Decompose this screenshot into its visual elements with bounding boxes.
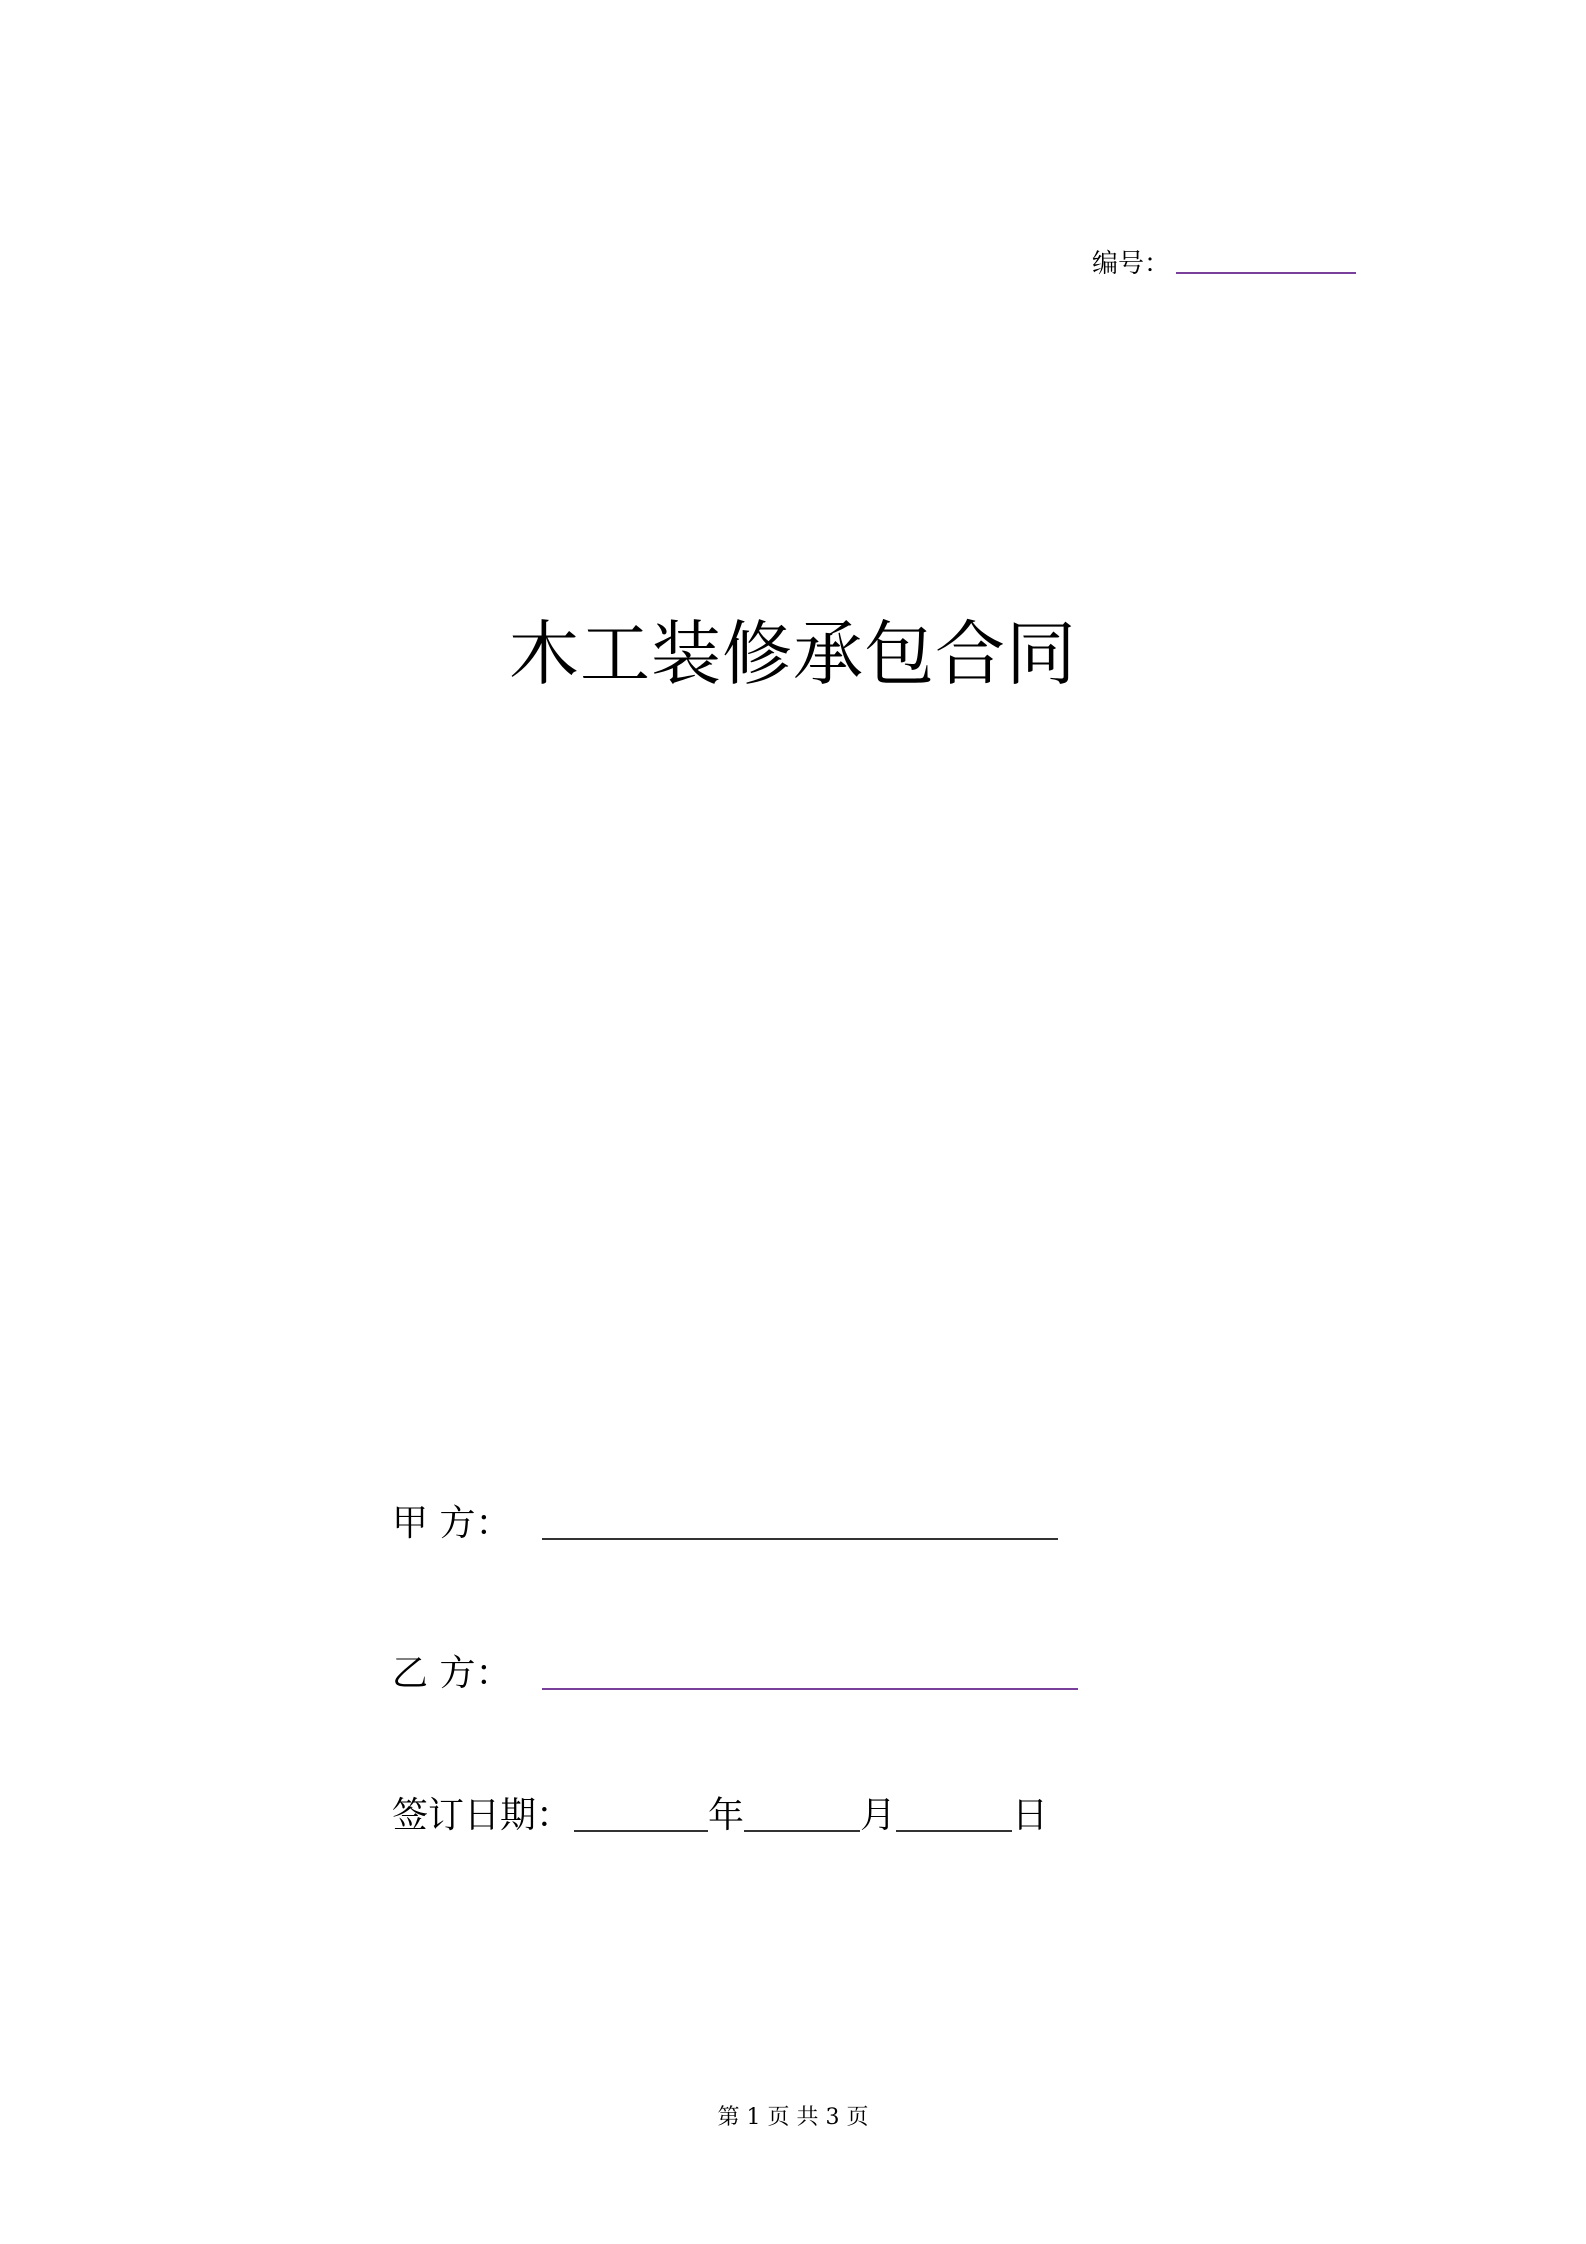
sign-date-label: 签订日期： bbox=[392, 1795, 573, 1836]
party-b-blank bbox=[542, 1688, 1078, 1690]
document-number-blank bbox=[1176, 272, 1356, 274]
month-blank bbox=[744, 1830, 860, 1832]
contract-title: 木工装修承包合同 bbox=[509, 613, 1077, 695]
party-a-label: 甲 方： bbox=[392, 1503, 512, 1544]
sign-date-row bbox=[392, 1788, 1048, 1838]
day-blank bbox=[896, 1830, 1012, 1832]
document-number-label: 编号： bbox=[1092, 249, 1171, 279]
document-number-row bbox=[1092, 240, 1356, 280]
party-a-row bbox=[392, 1496, 1058, 1546]
party-b-label: 乙 方： bbox=[392, 1653, 512, 1694]
day-label: 日 bbox=[1012, 1795, 1049, 1836]
year-label: 年 bbox=[708, 1795, 745, 1836]
party-b-row bbox=[392, 1646, 1078, 1696]
year-blank bbox=[574, 1830, 708, 1832]
month-label: 月 bbox=[860, 1795, 897, 1836]
page-footer: 第 1 页 共 3 页 bbox=[717, 2105, 869, 2130]
party-a-blank bbox=[542, 1538, 1058, 1540]
